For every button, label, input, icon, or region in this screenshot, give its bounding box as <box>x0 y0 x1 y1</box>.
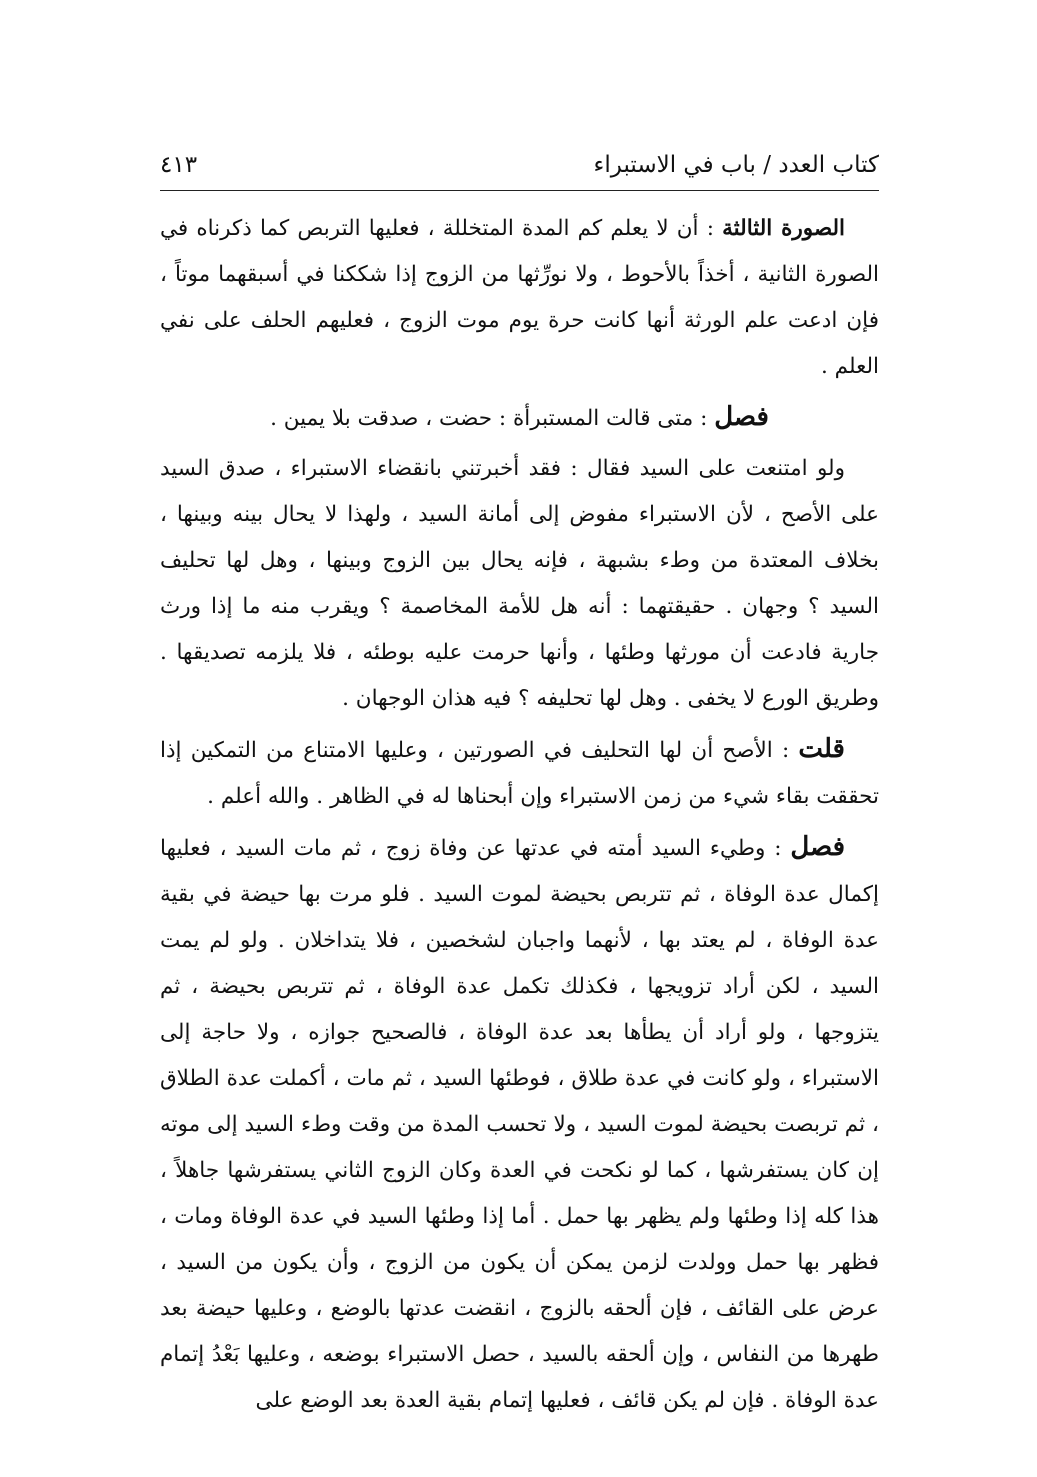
page-header <box>160 146 879 186</box>
paragraph-text: : وطيء السيد أمته في عدتها عن وفاة زوج ، ثم مات السيد ، فعليها إكمال عدة الوفاة ، ثم تتربص بحيضة لموت السيد . فلو مرت بها حيضة في بقية عدة الوفاة ، لم يعتد بها ، لأنهما واجبان لشخصين ، فلا يتداخلان . ولو لم يمت السيد ، لكن أراد تزويجها ، فكذلك تكمل عدة الوفاة ، ثم تتربص بحيضة ، ثم يتزوجها ، ولو أراد أن يطأها بعد عدة الوفاة ، فالصحيح جوازه ، ولا حاجة إلى الاستبراء ، ولو كانت في عدة طلاق ، فوطئها السيد ، ثم مات ، أكملت عدة الطلاق ، ثم تربصت بحيضة لموت السيد ، ولا تحسب المدة من وقت وطء السيد إلى موته إن كان يستفرشها ، كما لو نكحت في العدة وكان الزوج الثاني يستفرشها جاهلاً ، هذا كله إذا وطئها ولم يظهر بها حمل . أما إذا وطئها السيد في عدة الوفاة ومات ، فظهر بها حمل وولدت لزمن يمكن أن يكون من الزوج ، وأن يكون من السيد ، عرض على القائف ، فإن ألحقه بالزوج ، انقضت عدتها بالوضع ، وعليها حيضة بعد طهرها من النفاس ، وإن ألحقه بالسيد ، حصل الاستبراء بوضعه ، وعليها بَعْدُ إتمام عدة الوفاة . فإن لم يكن قائف ، فعليها إتمام بقية العدة بعد الوضع على <box>160 836 879 1413</box>
paragraph-note <box>160 726 879 820</box>
header-divider <box>160 190 879 191</box>
paragraph-text: : الأصح أن لها التحليف في الصورتين ، وعليها الامتناع من التمكين إذا تحققت بقاء شيء من زمن الاستبراء وإن أبحناها له في الظاهر . والله أعلم . <box>160 738 879 809</box>
paragraph-text: : متى قالت المستبرأة : حضت ، صدقت بلا يمين . <box>270 406 715 431</box>
paragraph-refusal <box>160 446 879 722</box>
page-number: ٤١٣ <box>160 152 198 178</box>
paragraph-text: : أن لا يعلم كم المدة المتخللة ، فعليها التربص كما ذكرناه في الصورة الثانية ، أخذاً بالأحوط ، ولا نورِّثها من الزوج إذا شككنا في أسبقهما موتاً ، فإن ادعت علم الورثة أنها كانت حرة يوم موت الزوج ، فعليهم الحلف على نفي العلم . <box>160 216 879 379</box>
paragraph-section-waiting <box>160 824 879 1424</box>
section-heading: فصل <box>790 832 845 862</box>
section-heading: فصل <box>714 402 769 432</box>
paragraph-section-claim <box>160 394 879 442</box>
paragraph-third-case <box>160 206 879 390</box>
note-heading: قلت <box>798 734 845 764</box>
running-title: كتاب العدد / باب في الاستبراء <box>593 152 879 178</box>
paragraph-text: ولو امتنعت على السيد فقال : فقد أخبرتني بانقضاء الاستبراء ، صدق السيد على الأصح ، لأن الاستبراء مفوض إلى أمانة السيد ، ولهذا لا يحال بينه وبينها ، بخلاف المعتدة من وطء بشبهة ، فإنه يحال بين الزوج وبينها ، وهل لها تحليف السيد ؟ وجهان . حقيقتهما : أنه هل للأمة المخاصمة ؟ ويقرب منه ما إذا ورث جارية فادعت أن مورثها وطئها ، وأنها حرمت عليه بوطئه ، فلا يلزمه تصديقها . وطريق الورع لا يخفى . وهل لها تحليفه ؟ فيه هذان الوجهان . <box>160 456 879 711</box>
page-body <box>160 206 879 1424</box>
paragraph-heading: الصورة الثالثة <box>722 216 845 241</box>
